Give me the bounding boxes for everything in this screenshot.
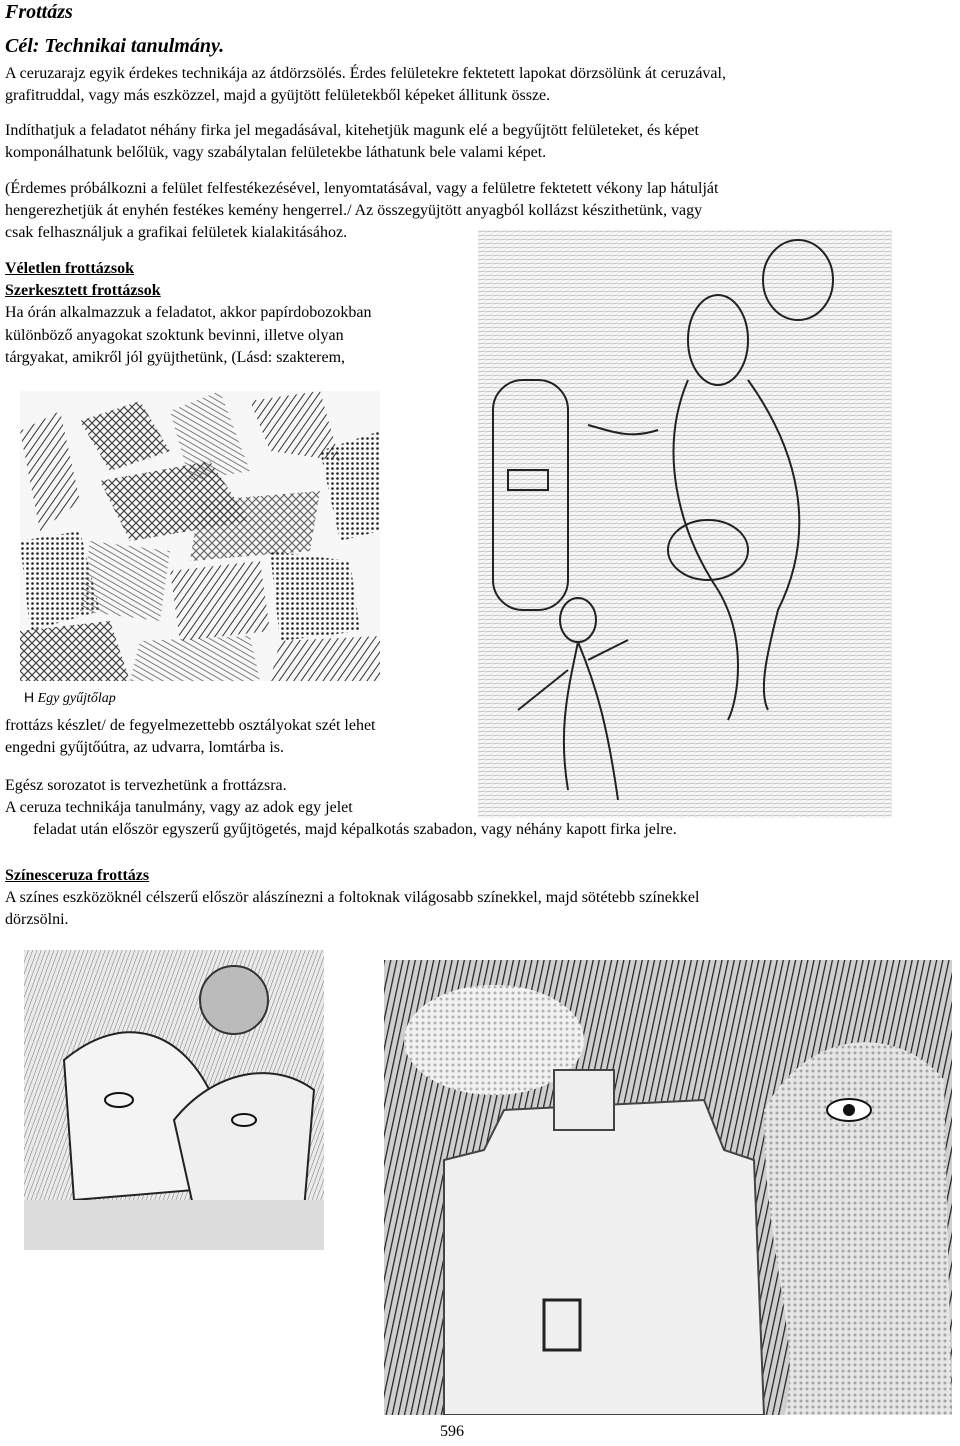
caption-text: Egy gyűjtőlap	[37, 691, 116, 706]
para3-line3: csak felhasználjuk a grafikai felületek kialakitásához.	[5, 224, 348, 241]
para3-line1: (Érdemes próbálkozni a felület felfestékezésével, lenyomtatásával, vagy a felületre fektetett vékony lap hátulját	[5, 180, 719, 197]
page-number: 596	[440, 1423, 464, 1440]
colored-frottage-left	[24, 950, 324, 1250]
heading-veletlen: Véletlen frottázsok	[5, 260, 134, 277]
para2-line2: komponálhatunk belőlük, vagy szabálytalan felületekbe láthatunk bele valami képet.	[5, 144, 547, 161]
color-para-line2: dörzsölni.	[5, 911, 69, 928]
para1-line1: A ceruzarajz egyik érdekes technikája az átdörzsölés. Érdes felületekre fektetett lapokat dörzsölünk át ceruzával,	[5, 65, 726, 82]
para3-line2: hengerezhetjük át enyhén festékes kemény hengerrel./ Az összegyüjtött anyagból kollázst készithetünk, vagy	[5, 202, 703, 219]
para1-line2: grafitruddal, vagy más eszközzel, majd a gyüjtött felületekből képeket állitunk össze.	[5, 87, 551, 104]
col2-line1: frottázs készlet/ de fegyelmezettebb osztályokat szét lehet	[5, 717, 376, 734]
page-subtitle: Cél: Technikai tanulmány.	[5, 35, 225, 57]
heading-szerkesztett: Szerkesztett frottázsok	[5, 282, 161, 299]
page-title: Frottázs	[5, 1, 73, 23]
series-line2: A ceruza technikája tanulmány, vagy az adok egy jelet	[5, 799, 353, 816]
col-line1: Ha órán alkalmazzuk a feladatot, akkor papírdobozokban	[5, 304, 372, 321]
col-line3: tárgyakat, amikről jól gyüjthetünk, (Lásd: szakterem,	[5, 349, 346, 366]
frottage-figure-drawing	[478, 230, 892, 818]
col-line2: különböző anyagokat szoktunk bevinni, illetve olyan	[5, 327, 344, 344]
series-line3: feladat után először egyszerű gyűjtögetés, majd képalkotás szabadon, vagy néhány kapott firka jelre.	[33, 821, 677, 838]
col2-line2: engedni gyűjtőútra, az udvarra, lomtárba is.	[5, 739, 285, 756]
heading-color: Színesceruza frottázs	[5, 867, 150, 884]
series-line1: Egész sorozatot is tervezhetünk a frottázsra.	[5, 777, 287, 794]
frottage-castle-face	[384, 960, 952, 1415]
color-para-line1: A színes eszközöknél célszerű először alászínezni a foltoknak világosabb színekkel, majd sötétebb színekkel	[5, 889, 700, 906]
figure-caption	[24, 689, 116, 707]
para2-line1: Indíthatjuk a feladatot néhány firka jel megadásával, kitehetjük magunk elé a begyűjtött felületeket, és képet	[5, 122, 699, 139]
frottage-collection-image	[20, 391, 380, 681]
caption-prefix: H	[24, 689, 35, 705]
